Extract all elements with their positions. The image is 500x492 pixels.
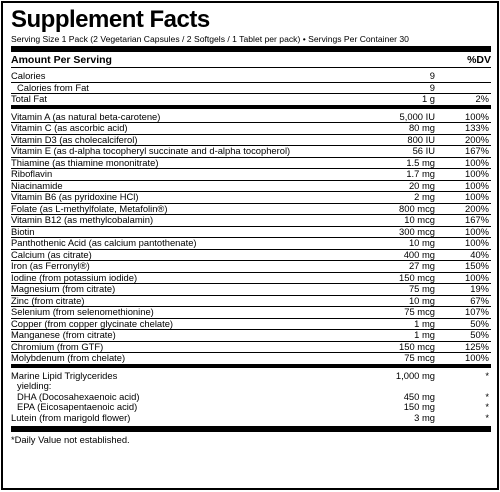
nutrient-row [11, 353, 491, 364]
nutrient-row [11, 169, 491, 181]
nutrient-name: Niacinamide [11, 180, 63, 191]
nutrient-name: Total Fat [11, 94, 47, 104]
nutrient-amount: 800 mcg [399, 202, 435, 214]
nutrient-amount: 1.7 mg [406, 168, 435, 179]
panel-title: Supplement Facts [11, 6, 210, 33]
nutrient-row [11, 402, 491, 413]
nutrient-name: Calories from Fat [17, 82, 89, 93]
nutrient-name: EPA (Eicosapentaenoic acid) [17, 402, 138, 412]
nutrient-dv: 100% [465, 156, 489, 168]
nutrient-amount: 10 mg [408, 294, 435, 306]
nutrient-row [11, 261, 491, 273]
nutrient-name: Riboflavin [11, 169, 53, 179]
nutrient-amount: 1 mg [414, 317, 435, 329]
nutrient-amount: 27 mg [408, 260, 435, 271]
nutrient-dv: 107% [465, 306, 489, 317]
nutrient-dv: 100% [465, 225, 489, 237]
nutrient-amount: 150 mcg [399, 340, 435, 352]
nutrient-name: Selenium (from selenomethionine) [11, 307, 154, 317]
nutrient-name: Vitamin E (as d-alpha tocopheryl succinate and d-alpha tocopherol) [11, 146, 291, 156]
nutrient-amount: 150 mcg [399, 271, 435, 283]
nutrient-dv: 50% [470, 329, 489, 340]
nutrient-amount: 1,000 mg [395, 369, 435, 381]
nutrient-name: Calcium (as citrate) [11, 249, 92, 260]
nutrient-amount: 56 IU [412, 145, 435, 156]
nutrient-amount: 75 mcg [404, 352, 435, 363]
nutrient-amount: 75 mcg [404, 306, 435, 317]
nutrient-name: Thiamine (as thiamine mononitrate) [11, 157, 159, 168]
nutrient-dv: 125% [465, 340, 489, 352]
nutrient-amount: 9 [429, 81, 435, 93]
nutrient-name: Marine Lipid Triglycerides [11, 370, 118, 381]
nutrient-dv: 100% [465, 191, 489, 202]
nutrient-amount: 1 mg [414, 329, 435, 340]
nutrient-dv: 200% [465, 133, 489, 145]
nutrient-name: Iron (as Ferronyl®) [11, 261, 90, 271]
nutrient-dv: * [485, 411, 489, 423]
nutrient-name: Iodine (from potassium iodide) [11, 272, 138, 283]
nutrient-amount: 400 mg [403, 248, 435, 260]
nutrient-name: Lutein (from marigold flower) [11, 412, 131, 423]
yielding-row [11, 381, 491, 392]
nutrient-amount: 10 mcg [404, 214, 435, 225]
supplement-facts-panel [1, 1, 499, 490]
nutrient-amount: 9 [429, 70, 435, 81]
nutrient-dv: 150% [465, 260, 489, 271]
nutrient-name: Vitamin A (as natural beta-carotene) [11, 111, 161, 122]
nutrient-name: Folate (as L-methylfolate, Metafolin®) [11, 203, 168, 214]
nutrient-amount: 75 mg [408, 283, 435, 294]
nutrient-amount: 450 mg [403, 390, 435, 402]
nutrient-dv: 100% [465, 271, 489, 283]
nutrient-amount: 300 mcg [399, 225, 435, 237]
nutrient-row [11, 330, 491, 342]
nutrient-dv: 2% [475, 93, 489, 104]
nutrient-name: Calories [11, 71, 46, 81]
nutrient-name: Vitamin D3 (as cholecalciferol) [11, 134, 138, 145]
amount-header: Amount Per Serving [11, 54, 112, 66]
nutrient-amount: 150 mg [403, 401, 435, 412]
nutrient-amount: 3 mg [414, 411, 435, 423]
nutrient-dv: 19% [470, 283, 489, 294]
nutrient-name: Vitamin B6 (as pyridoxine HCl) [11, 192, 139, 202]
nutrient-amount: 2 mg [414, 191, 435, 202]
nutrient-dv: * [485, 401, 489, 412]
nutrient-amount: 10 mg [408, 237, 435, 248]
nutrient-dv: * [485, 369, 489, 381]
footnote: *Daily Value not established. [11, 434, 130, 445]
nutrient-amount: 800 IU [407, 133, 435, 145]
nutrient-dv: 40% [470, 248, 489, 260]
nutrient-row [11, 123, 491, 135]
nutrient-row [11, 192, 491, 204]
nutrient-dv: 100% [465, 352, 489, 363]
nutrient-amount: 80 mg [408, 122, 435, 133]
nutrient-row [11, 307, 491, 319]
nutrient-name: Panthothenic Acid (as calcium pantothenate) [11, 238, 197, 248]
nutrient-name: Copper (from copper glycinate chelate) [11, 318, 174, 329]
dv-header: %DV [467, 54, 491, 66]
nutrient-row [11, 83, 491, 95]
nutrient-dv: 200% [465, 202, 489, 214]
nutrient-name: Vitamin B12 (as methylcobalamin) [11, 215, 154, 225]
nutrient-dv: 67% [470, 294, 489, 306]
nutrient-name: Manganese (from citrate) [11, 330, 116, 340]
vitamins-section [11, 112, 491, 364]
nutrient-name: Vitamin C (as ascorbic acid) [11, 123, 128, 133]
nutrient-row [11, 146, 491, 158]
nutrient-row [11, 238, 491, 250]
nutrient-row [11, 413, 491, 424]
nutrient-amount: 5,000 IU [399, 110, 435, 122]
nutrient-name: Molybdenum (from chelate) [11, 353, 126, 363]
nutrient-dv: 100% [465, 179, 489, 191]
nutrient-dv: 100% [465, 237, 489, 248]
lipids-section [11, 371, 491, 424]
nutrient-dv: 167% [465, 145, 489, 156]
nutrient-dv: 100% [465, 110, 489, 122]
nutrient-row [11, 284, 491, 296]
nutrient-row [11, 215, 491, 227]
nutrient-dv: 167% [465, 214, 489, 225]
nutrient-name: Biotin [11, 226, 35, 237]
nutrient-amount: 20 mg [408, 179, 435, 191]
nutrient-dv: 50% [470, 317, 489, 329]
nutrient-row [11, 371, 491, 382]
nutrient-dv: 133% [465, 122, 489, 133]
nutrient-dv: 100% [465, 168, 489, 179]
nutrient-name: DHA (Docosahexaenoic acid) [17, 391, 140, 402]
nutrient-row [11, 71, 491, 83]
nutrient-name: Chromium (from GTF) [11, 341, 104, 352]
nutrient-dv: * [485, 390, 489, 402]
calories-section [11, 71, 491, 105]
yielding-label: yielding: [17, 381, 52, 391]
nutrient-amount: 1 g [421, 93, 435, 104]
nutrient-row [11, 94, 491, 105]
serving-info: Serving Size 1 Pack (2 Vegetarian Capsules / 2 Softgels / 1 Tablet per pack) • Servings Per Container 30 [11, 34, 409, 44]
nutrient-name: Magnesium (from citrate) [11, 284, 116, 294]
nutrient-amount: 1.5 mg [406, 156, 435, 168]
column-header [11, 52, 491, 68]
nutrient-name: Zinc (from citrate) [11, 295, 85, 306]
